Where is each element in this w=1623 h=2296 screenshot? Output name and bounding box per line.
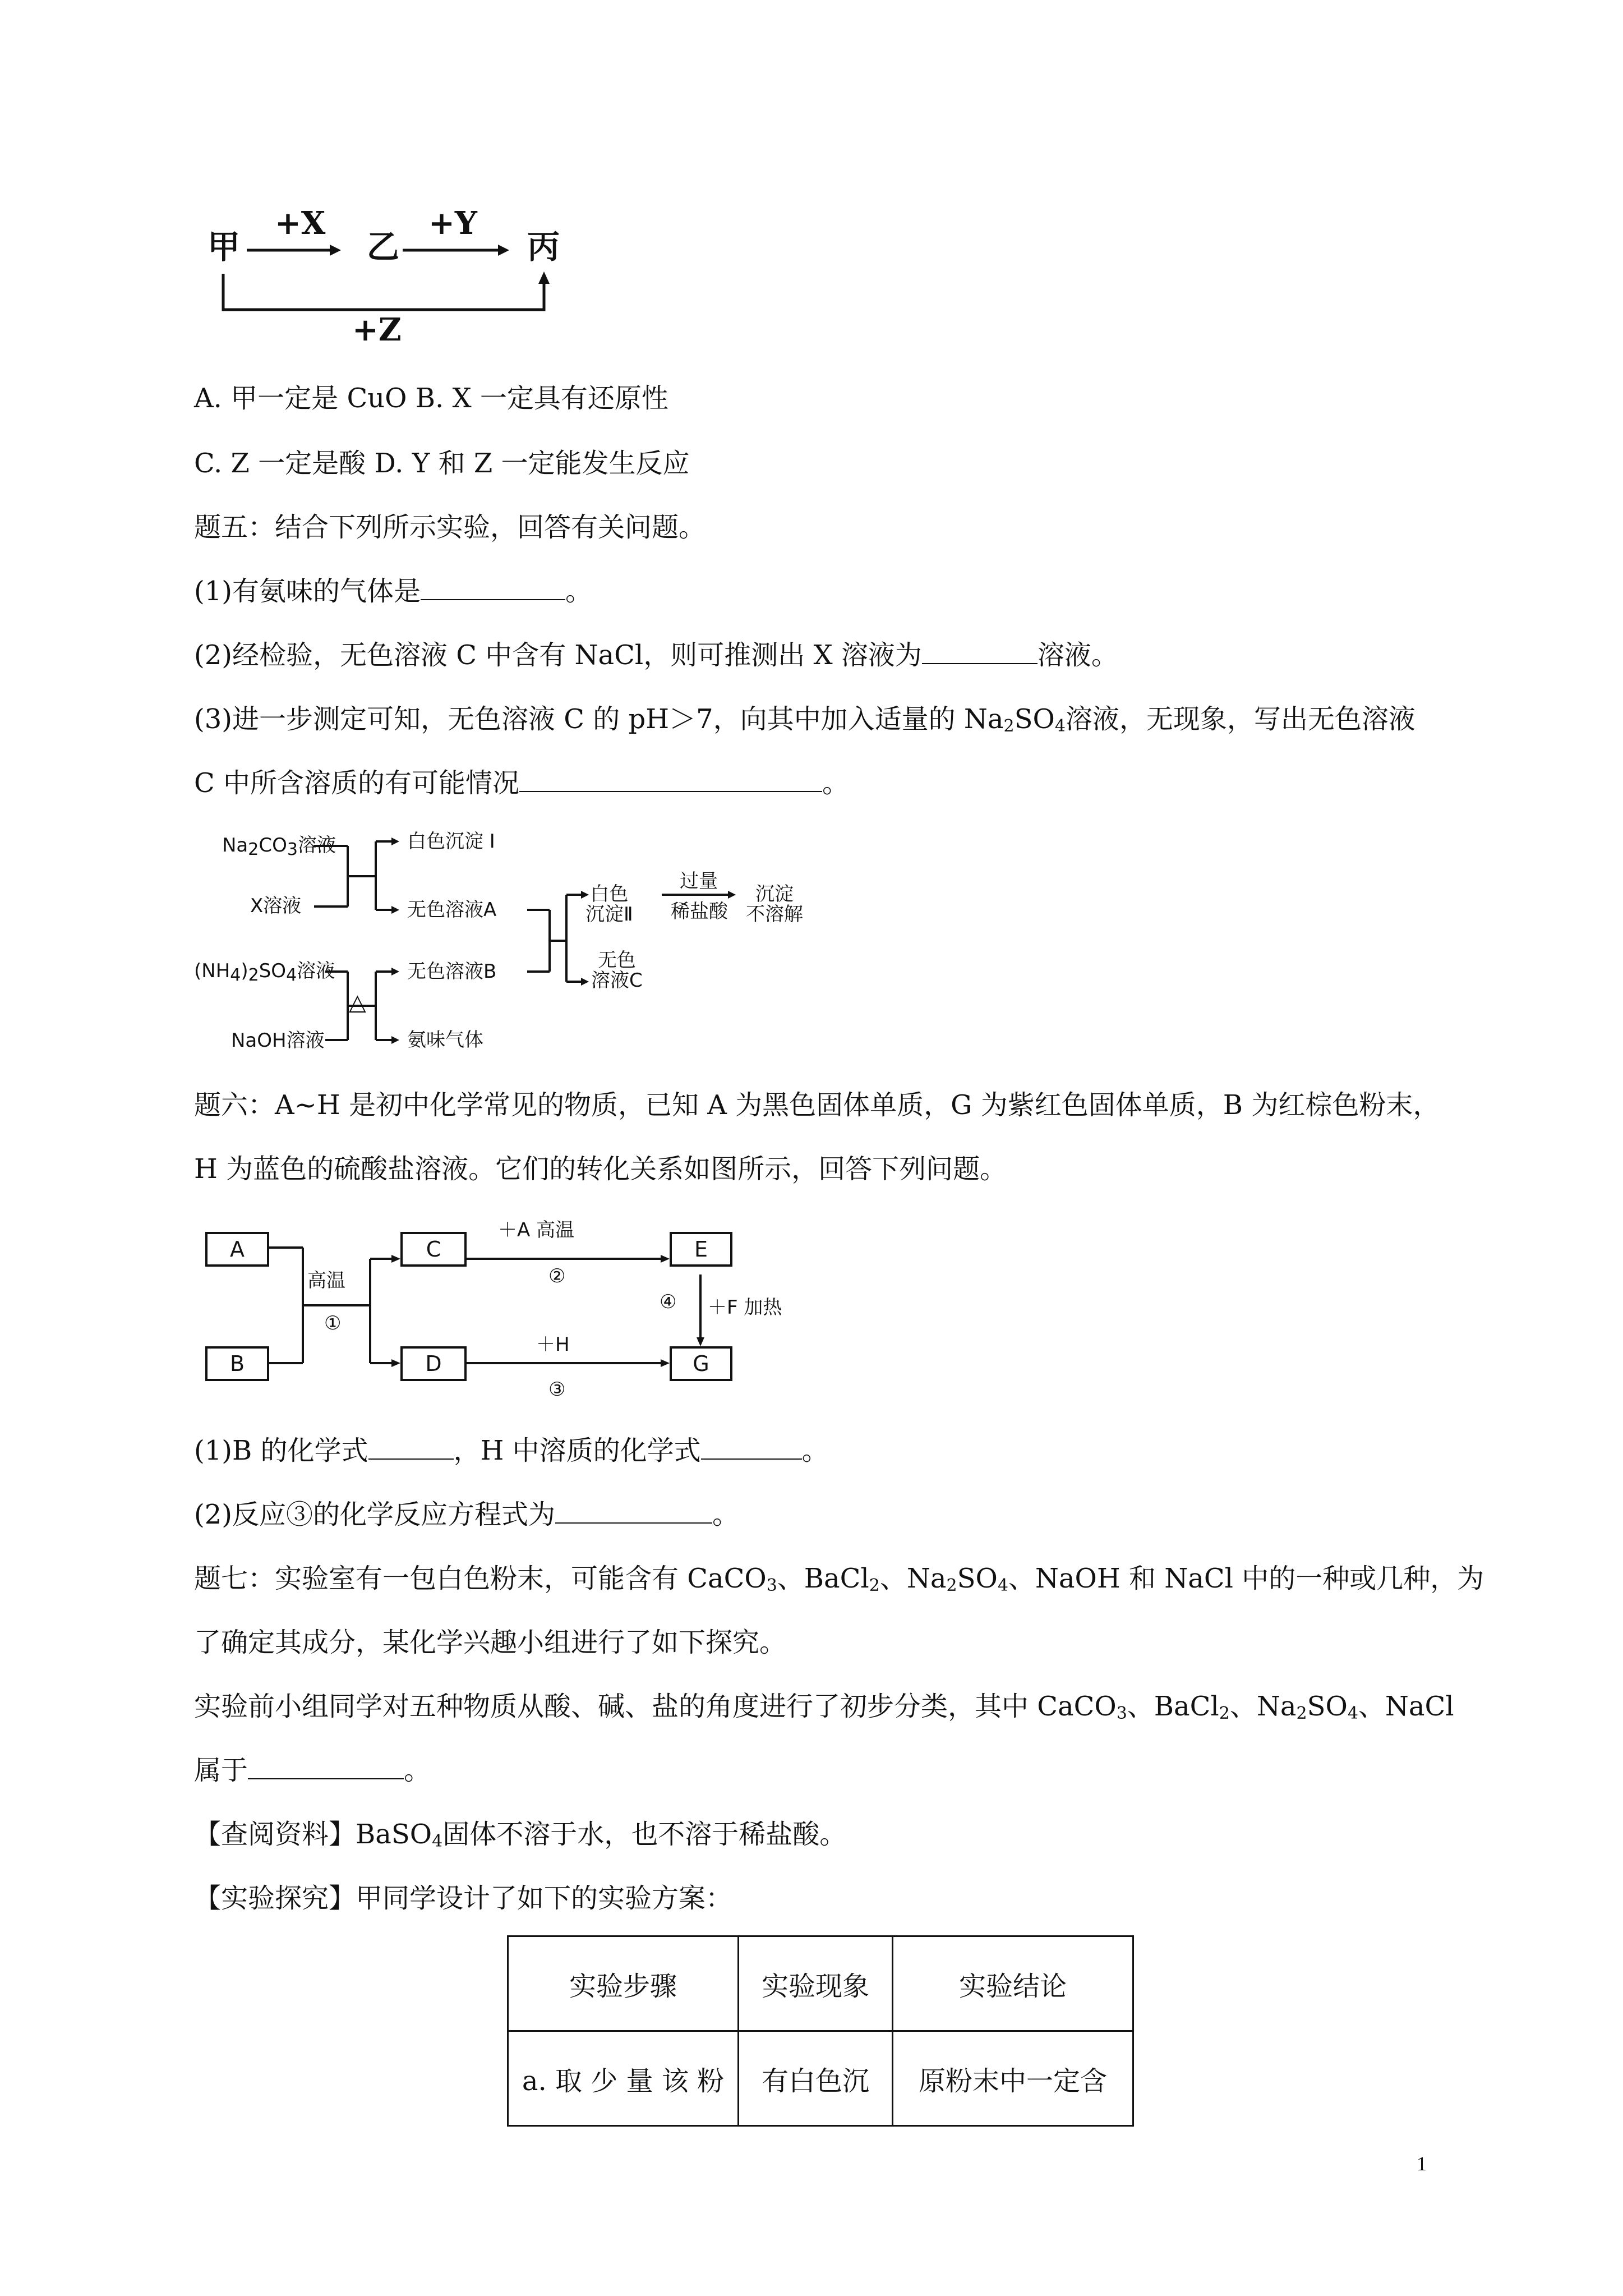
q6-part-1-mid: ，H 中溶质的化学式	[453, 1435, 701, 1466]
text: 、NaCl	[1358, 1691, 1454, 1722]
subscript: 2	[248, 840, 259, 859]
answer-blank[interactable]	[922, 638, 1038, 664]
subscript: 3	[287, 840, 298, 859]
q5-part-1-end: 。	[565, 576, 593, 607]
q6-line-1: 题六：A~H 是初中化学常见的物质，已知 A 为黑色固体单质，G 为紫红色固体单质，B 为红棕色粉末，	[194, 1089, 1440, 1121]
label-reaction-2: ②	[548, 1265, 566, 1287]
q5-part-3-text-a: (3)进一步测定可知，无色溶液 C 的 pH＞7，向其中加入适量的 Na	[194, 703, 1004, 735]
text: 、BaCl	[777, 1563, 869, 1594]
experiment-table	[507, 1935, 1134, 2127]
q5-part-2	[194, 638, 1118, 672]
text: (NH	[194, 960, 230, 982]
label-na2co3-solution	[222, 834, 336, 857]
subscript: 2	[946, 1576, 957, 1595]
table-row	[508, 2031, 1133, 2126]
text: SO	[1307, 1691, 1348, 1722]
label-reaction-1: ①	[324, 1312, 342, 1335]
label-reaction-4: ④	[660, 1291, 677, 1313]
label-x-solution: X溶液	[250, 895, 302, 917]
text: 溶液C	[591, 969, 643, 992]
text: 、NaOH 和 NaCl 中的一种或几种，为	[1008, 1563, 1484, 1594]
box-a: A	[205, 1232, 269, 1267]
q5-part-2-text: (2)经检验，无色溶液 C 中含有 NaCl，则可推测出 X 溶液为	[194, 639, 922, 671]
q7-line-2: 了确定其成分，某化学兴趣小组进行了如下探究。	[194, 1627, 787, 1658]
q5-part-3-text-b: SO	[1014, 703, 1055, 735]
subscript: 4	[230, 965, 241, 985]
label-precipitate-insoluble	[746, 884, 803, 924]
table-cell: 有白色沉	[739, 2031, 893, 2126]
answer-blank[interactable]	[701, 1434, 802, 1460]
label-yi: 乙	[367, 228, 400, 266]
text: 、BaCl	[1127, 1691, 1219, 1722]
label-high-temperature: 高温	[307, 1269, 345, 1292]
subscript: 3	[766, 1576, 777, 1595]
text: 、Na	[879, 1563, 947, 1594]
label-white-precipitate-2	[585, 884, 633, 924]
q5-part-3-line-2	[194, 766, 849, 800]
label-plus-z: +Z	[352, 311, 402, 348]
subscript: 4	[286, 965, 297, 985]
q5-part-2-end: 溶液。	[1037, 639, 1118, 671]
label-white-precipitate-1: 白色沉淀 I	[407, 830, 495, 853]
text: 实验前小组同学对五种物质从酸、碱、盐的角度进行了初步分类，其中 CaCO	[194, 1691, 1117, 1722]
q5-part-3-end: 。	[822, 767, 850, 799]
q6-part-1-end: 。	[801, 1435, 829, 1466]
table-cell: 原粉末中一定含	[893, 2031, 1133, 2126]
q5-part-1-text: (1)有氨味的气体是	[194, 576, 421, 607]
q7-line-3	[194, 1690, 1454, 1723]
label-jia: 甲	[208, 228, 241, 266]
label-naoh-solution: NaOH溶液	[231, 1029, 325, 1052]
text: 白色	[590, 883, 629, 905]
subscript: 4	[1054, 716, 1066, 736]
box-g: G	[670, 1346, 732, 1381]
text: 不溶解	[746, 903, 803, 926]
table-header-cell: 实验结论	[893, 1936, 1133, 2031]
subscript: 2	[248, 965, 259, 985]
text: 。	[404, 1755, 431, 1786]
subscript: 2	[1296, 1704, 1307, 1723]
q5-part-3-line-1	[194, 702, 1415, 736]
q7-reference-info	[194, 1818, 846, 1851]
subscript: 2	[869, 1576, 880, 1595]
table-header-cell: 实验步骤	[508, 1936, 739, 2031]
subscript: 2	[1003, 716, 1015, 736]
table-header-row	[508, 1936, 1133, 2031]
q7-line-1	[194, 1562, 1484, 1595]
label-reaction-3: ③	[548, 1378, 566, 1401]
text: 、Na	[1229, 1691, 1297, 1722]
subscript: 4	[997, 1576, 1008, 1595]
text: 属于	[194, 1755, 248, 1786]
label-plus-a-high-temp: ＋A 高温	[498, 1219, 575, 1241]
q5-part-3-text-d: C 中所含溶质的有可能情况	[194, 767, 519, 799]
text: 【查阅资料】BaSO	[194, 1819, 432, 1850]
q5-part-1	[194, 574, 592, 608]
answer-blank[interactable]	[519, 766, 822, 792]
box-d: D	[400, 1346, 467, 1381]
text: 题七：实验室有一包白色粉末，可能含有 CaCO	[194, 1563, 767, 1594]
text: )	[241, 960, 248, 982]
table-cell: a. 取 少 量 该 粉	[508, 2031, 739, 2126]
subscript: 4	[1347, 1704, 1358, 1723]
label-colorless-solution-c	[591, 950, 643, 991]
q6-line-2: H 为蓝色的硫酸盐溶液。它们的转化关系如图所示，回答下列问题。	[194, 1153, 1007, 1185]
q5-title: 题五：结合下列所示实验，回答有关问题。	[194, 512, 706, 543]
label-excess: 过量	[680, 870, 718, 892]
answer-blank[interactable]	[421, 574, 565, 600]
label-plus-f-heat: ＋F 加热	[708, 1296, 782, 1319]
subscript: 3	[1116, 1704, 1127, 1723]
q4-options-row-1: A. 甲一定是 CuO B. X 一定具有还原性	[194, 383, 668, 414]
page-number: 1	[1417, 2152, 1427, 2175]
label-bing: 丙	[527, 228, 560, 266]
q5-part-3-text-c: 溶液，无现象，写出无色溶液	[1065, 703, 1415, 735]
q6-part-2	[194, 1498, 739, 1531]
text: SO	[957, 1563, 998, 1594]
label-ammonia-gas: 氨味气体	[407, 1029, 483, 1051]
label-plus-x: +X	[275, 205, 326, 242]
box-e: E	[670, 1232, 732, 1267]
q7-line-4	[194, 1754, 431, 1787]
text: 沉淀Ⅱ	[585, 903, 633, 926]
q6-part-2-text: (2)反应③的化学反应方程式为	[194, 1499, 555, 1530]
text: 沉淀	[755, 883, 794, 905]
box-b: B	[205, 1346, 269, 1381]
subscript: 4	[432, 1832, 443, 1851]
text: 溶液	[297, 834, 336, 857]
answer-blank[interactable]	[555, 1498, 712, 1524]
text: SO	[259, 960, 287, 982]
q6-part-1-text: (1)B 的化学式	[194, 1435, 368, 1466]
label-dilute-hcl: 稀盐酸	[671, 900, 728, 923]
box-c: C	[400, 1232, 467, 1267]
answer-blank[interactable]	[248, 1754, 404, 1779]
q7-explore: 【实验探究】甲同学设计了如下的实验方案：	[194, 1883, 733, 1914]
label-colorless-solution-a: 无色溶液A	[407, 899, 497, 921]
label-plus-h: ＋H	[536, 1333, 570, 1356]
label-plus-y: +Y	[428, 205, 477, 242]
q6-part-2-end: 。	[712, 1499, 740, 1530]
label-colorless-solution-b: 无色溶液B	[407, 960, 497, 983]
answer-blank[interactable]	[368, 1434, 454, 1460]
text: Na	[222, 834, 248, 857]
heat-symbol: △	[349, 990, 366, 1015]
label-nh4-2so4-solution	[194, 959, 335, 983]
text: 无色	[597, 949, 636, 972]
text: CO	[259, 834, 287, 857]
text: 固体不溶于水，也不溶于稀盐酸。	[442, 1819, 847, 1850]
text: 溶液	[297, 960, 335, 982]
q4-options-row-2: C. Z 一定是酸 D. Y 和 Z 一定能发生反应	[194, 448, 690, 479]
q6-part-1	[194, 1434, 829, 1467]
subscript: 2	[1219, 1704, 1230, 1723]
table-header-cell: 实验现象	[739, 1936, 893, 2031]
